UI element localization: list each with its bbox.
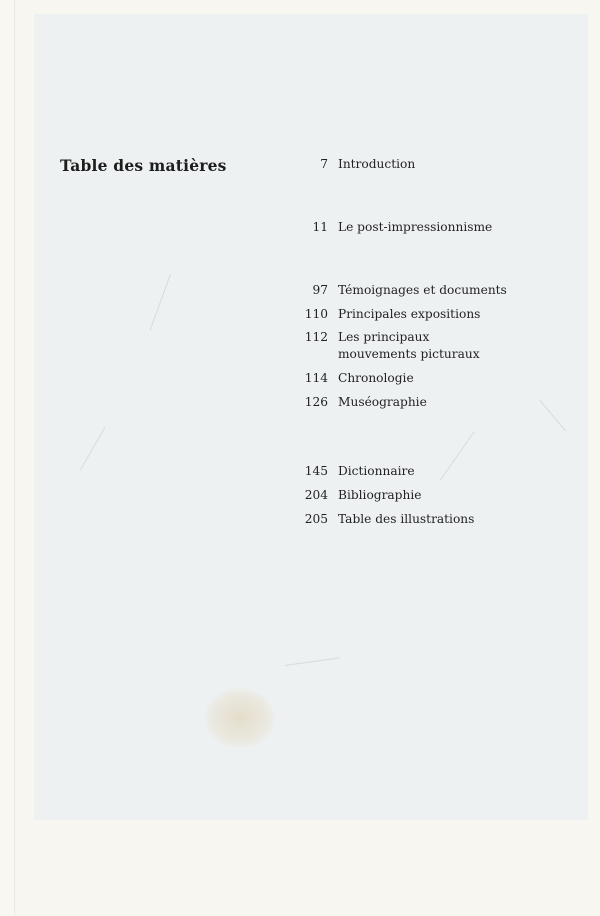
toc-entry-title: Chronologie bbox=[338, 371, 414, 385]
printed-panel bbox=[34, 14, 588, 820]
toc-page-number: 126 bbox=[304, 395, 328, 409]
toc-page-number: 11 bbox=[312, 220, 328, 234]
toc-entry-title: Les principaux mouvements picturaux bbox=[338, 330, 480, 361]
toc-page-number: 205 bbox=[304, 512, 328, 526]
page-margin-strip bbox=[0, 0, 15, 916]
toc-entry-title: Témoignages et documents bbox=[338, 283, 507, 297]
toc-page-number: 7 bbox=[320, 157, 328, 171]
toc-page-number: 204 bbox=[304, 488, 328, 502]
toc-page-number: 145 bbox=[304, 464, 328, 478]
toc-entry-title: Bibliographie bbox=[338, 488, 422, 502]
page-title: Table des matières bbox=[60, 156, 227, 175]
toc-entry-title: Le post-impressionnisme bbox=[338, 220, 493, 234]
toc-entry-title: Introduction bbox=[338, 157, 416, 171]
toc-page-number: 97 bbox=[312, 283, 328, 297]
toc-page-number: 112 bbox=[304, 330, 328, 344]
toc-entry-title: Dictionnaire bbox=[338, 464, 415, 478]
paper-stain bbox=[205, 688, 275, 748]
toc-page-number: 114 bbox=[304, 371, 328, 385]
toc-entry-title: Principales expositions bbox=[338, 307, 481, 321]
toc-entry-title: Table des illustrations bbox=[338, 512, 475, 526]
toc-page-number: 110 bbox=[304, 307, 328, 321]
toc-entry-title: Muséographie bbox=[338, 395, 427, 409]
